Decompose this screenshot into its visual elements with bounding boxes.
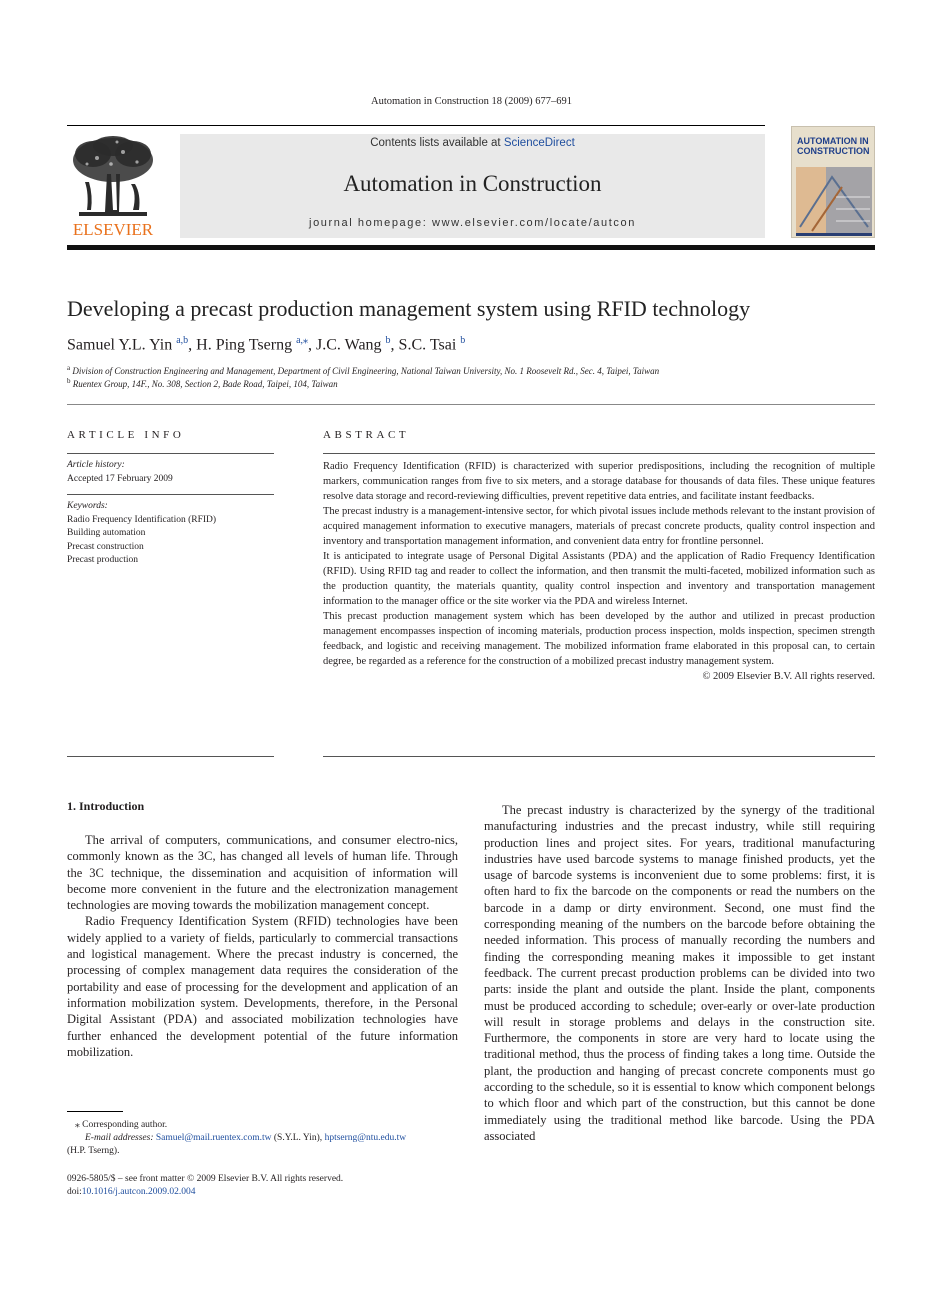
contents-line: Contents lists available at ScienceDirect	[370, 137, 575, 149]
front-matter	[67, 1173, 343, 1199]
abstract-copyright: © 2009 Elsevier B.V. All rights reserved.	[702, 671, 875, 682]
keywords-block: Keywords: Radio Frequency Identification (RFID) Building automation Precast construction Precast production	[67, 500, 216, 568]
email-line: E-mail addresses: Samuel@mail.ruentex.com.tw (S.Y.L. Yin), hptserng@ntu.edu.tw	[85, 1133, 407, 1143]
abstract-body	[323, 459, 875, 684]
info-divider	[67, 453, 274, 454]
sciencedirect-link[interactable]: ScienceDirect	[503, 137, 575, 149]
body-paragraph: The precast industry is characterized by the synergy of the traditional manufacturing industries and the precast industry, while still requiring production lines and project sites. For years, traditional manufacturing industries have used barcode systems to manage finished products, yet the usage of barcode systems is inconvenient due to some problems: first, it is often hard to fix the barcode on the components or read the numbers on the barcode in a damp or dirty environment. Second, one must find the corresponding meaning of the numbers on the barcode before obtaining the needed information. This process of manually recording the numbers and finding the corresponding meaning makes it impossible to get instant feedback. The current precast production problems can be divided into two parts: inside the plant and outside the plant. Inside the plant, components must be produced according to schedule; over-early or over-late production will result in storage problems and delays in the construction site. Furthermore, the components in store are very hard to locate using the traditional method, thus the process of finding takes a long time. Outside the plant, the production and hanging of precast concrete components must go according to the schedule, so it is essential to know which component belongs to which floor and which part of the construction, but this cannot be done immediately using the traditional method like barcode. Using the PDA associated	[484, 803, 875, 1143]
header-divider	[67, 404, 875, 405]
keyword: Precast production	[67, 555, 138, 565]
body-column-right	[484, 802, 875, 1144]
author-name: H. Ping Tserng	[196, 336, 293, 354]
abstract-paragraph: The precast industry is a management-intensive sector, for which pivotal issues include methods relevant to the instant provision of acquired management information to executive managers, materials of precast concrete products, quality control inspection and inventory and transportation management information, and convenient data entry for frontline personnel.	[323, 506, 875, 547]
top-rule	[67, 125, 765, 126]
doi-link[interactable]: 10.1016/j.autcon.2009.02.004	[81, 1187, 196, 1197]
info-divider	[67, 494, 274, 495]
doi-line: doi:10.1016/j.autcon.2009.02.004	[67, 1187, 196, 1197]
affiliation-b: $^b$ Ruentex Group, 14F., No. 308, Section 2, Bade Road, Taipei, 104, Taiwan	[67, 377, 338, 389]
elsevier-logo[interactable]	[67, 134, 159, 238]
keyword: Precast construction	[67, 541, 144, 552]
abstract-divider	[323, 453, 875, 454]
author-affiliation-mark[interactable]: a,b	[176, 335, 189, 346]
abstract-paragraph: This precast production management system which has been developed by the author and utilized in precast production management encompasses inspection of incoming materials, production process inspection, molds inspection, specimen strength feedback, and logistic and receiving management. The mobilized information frame elaborated in this proposal can, to certain degree, be regarded as a reference for the construction of a mobilized precast industry management system.	[323, 611, 875, 667]
accepted-date: Accepted 17 February 2009	[67, 473, 173, 484]
journal-title: Automation in Construction	[343, 171, 602, 196]
journal-cover[interactable]	[791, 126, 875, 238]
corresponding-author-note: ⁎ Corresponding author.	[75, 1120, 168, 1130]
article-history: Article history: Accepted 17 February 2009	[67, 459, 173, 486]
abstract-paragraph: Radio Frequency Identification (RFID) is characterized with superior predispositions, including the recognition of multiple markers, communication ranges from five to six meters, and a storage database for thousands of data files. These unique features resolve data storage and record-reviewing difficulties, prevent repetitive data entries, and facilitate instant feedbacks.	[323, 461, 875, 502]
email-link[interactable]: hptserng@ntu.edu.tw	[324, 1133, 407, 1143]
author-name: J.C. Wang	[316, 336, 382, 354]
article-title: Developing a precast production management system using RFID technology	[67, 296, 751, 321]
info-divider	[67, 756, 274, 757]
running-head: Automation in Construction 18 (2009) 677–691	[371, 96, 572, 107]
journal-banner	[180, 134, 765, 238]
email-link[interactable]: Samuel@mail.ruentex.com.tw	[155, 1133, 272, 1143]
abstract-paragraph: It is anticipated to integrate usage of Personal Digital Assistants (PDA) and the application of Radio Frequency Identification (RFID). Using RFID tag and reader to collect the information, and then transmit the multi-faceted, mobilized information such as the production quantity, the materials quantity, quality control inspection and inventory and transportation management information to the manager office or the site worker via the PDA and wireless Internet.	[323, 551, 875, 607]
cover-title: AUTOMATION IN CONSTRUCTION	[797, 136, 870, 156]
author-name: S.C. Tsai	[398, 336, 457, 354]
author-name: Samuel Y.L. Yin	[67, 336, 173, 354]
author-list: Samuel Y.L. Yin $^{a,b}$, H. Ping Tserng $^{a,⁎}$, J.C. Wang $^b$, S.C. Tsai $^b$	[67, 335, 466, 354]
publisher-wordmark: ELSEVIER	[72, 220, 154, 238]
author-affiliation-mark[interactable]: b	[460, 335, 466, 346]
abstract-heading: ABSTRACT	[323, 429, 410, 441]
header-thick-rule	[67, 245, 875, 250]
author-affiliation-mark[interactable]: b	[385, 335, 391, 346]
keyword: Radio Frequency Identification (RFID)	[67, 514, 217, 525]
footnote-rule	[67, 1111, 123, 1112]
body-paragraph: Radio Frequency Identification System (RFID) technologies have been widely applied to a variety of fields, particularly to commercial transactions and logistical management. Where the precast industry is concerned, the processing of complex management data requires the consideration of the portability and ease of processing for the development and application of an information mobilization system. Developments, therefore, in the Personal Digital Assistant (PDA) and associated mobilization technologies have further enhanced the development potential of the future information mobilization.	[67, 914, 458, 1059]
body-paragraph: The arrival of computers, communications, and consumer electro-nics, commonly known as the 3C, has changed all levels of human life. Through the 3C technique, the dissemination and acquisition of information will become more convenient in the future and the electronization management technologies are moving towards the mobilization management concept.	[67, 833, 458, 913]
footnote: ⁎ Corresponding author. E-mail addresses: Samuel@mail.ruentex.com.tw (S.Y.L. Yin), hptserng@ntu.edu.tw (H.P. Tserng).	[67, 1119, 458, 1158]
author-affiliation-mark[interactable]: a,⁎	[296, 335, 309, 346]
keyword: Building automation	[67, 528, 146, 538]
elsevier-tree-icon	[67, 134, 159, 238]
abstract-divider	[323, 756, 875, 757]
issn-line: 0926-5805/$ – see front matter © 2009 Elsevier B.V. All rights reserved.	[67, 1174, 344, 1184]
body-column-left	[67, 832, 458, 1060]
section-heading: 1. Introduction	[67, 799, 145, 813]
affiliation-a: $^a$ Division of Construction Engineering and Management, Department of Civil Engineering, National Taiwan University, No. 1 Roosevelt Rd., Sec. 4, Taipei, Taiwan	[67, 364, 660, 376]
journal-homepage[interactable]: journal homepage: www.elsevier.com/locate/autcon	[309, 217, 636, 229]
article-info-heading: ARTICLE INFO	[67, 429, 185, 441]
